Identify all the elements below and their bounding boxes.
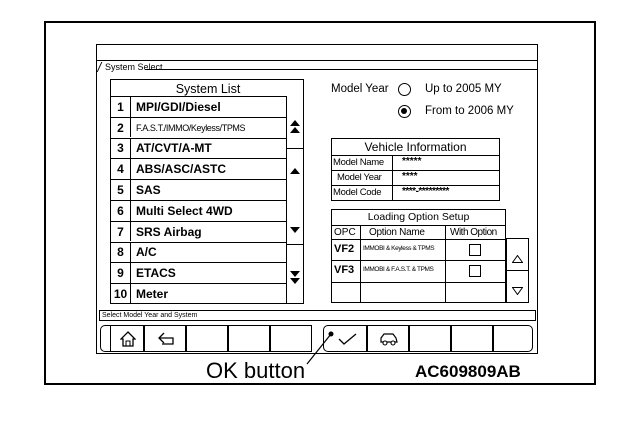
system-list-title: System List bbox=[175, 82, 241, 96]
system-list-scroll-column bbox=[286, 96, 287, 304]
back-arrow-icon bbox=[156, 332, 176, 346]
section-divider bbox=[145, 69, 538, 70]
title-bar-divider bbox=[96, 60, 538, 61]
check-icon bbox=[338, 332, 358, 346]
system-item-label: Multi Select 4WD bbox=[136, 203, 233, 218]
ok-button-callout-label: OK button bbox=[206, 358, 306, 383]
system-item-label: SAS bbox=[136, 182, 161, 197]
radio-up-to-2005-label: Up to 2005 MY bbox=[425, 83, 502, 95]
vehicle-info-title: Vehicle Information bbox=[364, 140, 467, 154]
callout-leader-line bbox=[300, 330, 340, 370]
system-item-label: ABS/ASC/ASTC bbox=[136, 162, 227, 177]
model-code-label: Model Code bbox=[333, 187, 382, 198]
system-item-number: 2 bbox=[111, 118, 131, 138]
vehicle-button[interactable] bbox=[367, 325, 409, 352]
toolbar-slot-8[interactable] bbox=[409, 325, 451, 352]
system-item-number: 3 bbox=[111, 139, 131, 159]
system-item-label: Meter bbox=[136, 286, 169, 301]
page-up-button[interactable] bbox=[289, 120, 301, 136]
scroll-up-button[interactable] bbox=[289, 168, 301, 176]
system-item-number: 5 bbox=[111, 180, 131, 200]
vf2-opc: VF2 bbox=[334, 243, 355, 255]
loading-option-title: Loading Option Setup bbox=[367, 211, 470, 223]
system-item-label: F.A.S.T./IMMO/Keyless/TPMS bbox=[136, 122, 246, 133]
model-code-value: ****-********* bbox=[402, 186, 449, 197]
opc-header: OPC bbox=[334, 227, 356, 238]
scroll-down-button[interactable] bbox=[289, 227, 301, 235]
system-list-item[interactable] bbox=[111, 242, 287, 263]
system-item-label: MPI/GDI/Diesel bbox=[136, 99, 221, 114]
section-label: System Select bbox=[105, 62, 163, 72]
radio-from-2006-label: From to 2006 MY bbox=[425, 105, 514, 117]
model-year-info-value: **** bbox=[402, 171, 418, 182]
system-list-item[interactable] bbox=[111, 117, 287, 138]
with-option-header: With Option bbox=[450, 227, 497, 238]
back-button[interactable] bbox=[144, 325, 186, 352]
vf2-option-name: IMMOBI & Keyless & TPMS bbox=[363, 245, 435, 252]
system-item-number: 10 bbox=[111, 284, 131, 304]
radio-up-to-2005[interactable] bbox=[398, 83, 411, 96]
option-scroll-box bbox=[506, 238, 529, 303]
option-scroll-down-button[interactable] bbox=[512, 282, 523, 290]
system-list-item[interactable] bbox=[111, 158, 287, 179]
vf3-opc: VF3 bbox=[334, 264, 355, 276]
system-item-number: 9 bbox=[111, 263, 131, 283]
model-name-label: Model Name bbox=[333, 157, 384, 168]
radio-from-2006[interactable] bbox=[398, 105, 411, 118]
model-name-value: ***** bbox=[402, 156, 422, 167]
system-item-label: AT/CVT/A-MT bbox=[136, 141, 212, 156]
system-list-item[interactable] bbox=[111, 200, 287, 221]
system-list-item[interactable] bbox=[111, 262, 287, 283]
option-name-header: Option Name bbox=[369, 227, 425, 238]
figure-code: AC609809AB bbox=[415, 362, 521, 381]
toolbar-slot-4[interactable] bbox=[228, 325, 270, 352]
system-item-number: 7 bbox=[111, 222, 131, 242]
page-down-button[interactable] bbox=[289, 271, 301, 287]
system-item-number: 1 bbox=[111, 97, 131, 117]
system-list-item[interactable] bbox=[111, 138, 287, 159]
system-item-label: ETACS bbox=[136, 266, 176, 281]
status-bar bbox=[99, 310, 536, 321]
home-icon bbox=[120, 331, 136, 347]
system-item-number: 6 bbox=[111, 201, 131, 221]
vf3-option-name: IMMOBI & F.A.S.T. & TPMS bbox=[363, 266, 434, 273]
system-item-number: 8 bbox=[111, 243, 131, 263]
model-year-label: Model Year bbox=[331, 83, 389, 95]
status-text: Select Model Year and System bbox=[102, 312, 198, 319]
system-list-item[interactable] bbox=[111, 283, 287, 304]
system-item-label: SRS Airbag bbox=[136, 224, 202, 239]
toolbar-slot-9[interactable] bbox=[451, 325, 493, 352]
vehicle-icon bbox=[379, 332, 399, 346]
system-list bbox=[110, 79, 304, 304]
vf2-checkbox[interactable] bbox=[469, 244, 481, 256]
toolbar-slot-3[interactable] bbox=[186, 325, 228, 352]
model-year-info-label: Model Year bbox=[337, 172, 382, 183]
system-list-item[interactable] bbox=[111, 221, 287, 242]
system-list-item[interactable] bbox=[111, 96, 287, 117]
system-item-number: 4 bbox=[111, 159, 131, 179]
system-list-item[interactable] bbox=[111, 179, 287, 200]
option-scroll-up-button[interactable] bbox=[512, 250, 523, 258]
vehicle-info-panel bbox=[331, 138, 500, 201]
toolbar-slot-10[interactable] bbox=[493, 325, 533, 352]
vf3-checkbox[interactable] bbox=[469, 265, 481, 277]
home-button[interactable] bbox=[110, 325, 144, 352]
system-item-label: A/C bbox=[136, 245, 157, 260]
loading-option-panel bbox=[331, 209, 506, 303]
